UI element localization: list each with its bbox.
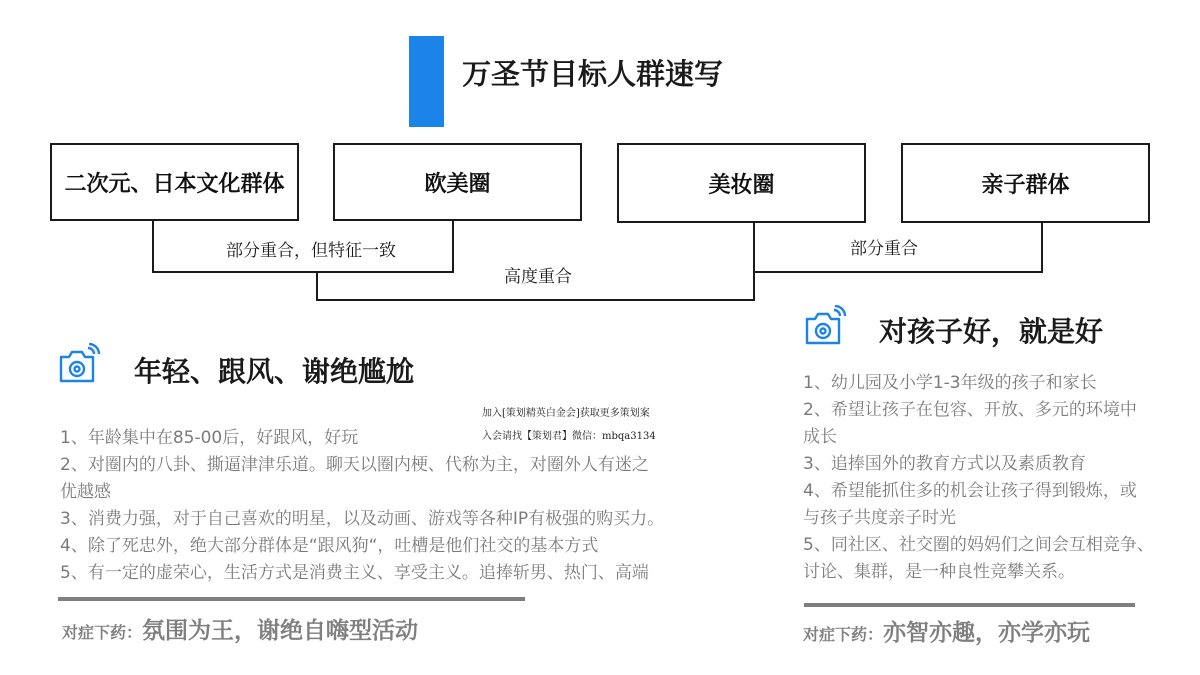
watermark-line-1: 加入[策划精英白金会]获取更多策划案: [482, 408, 650, 419]
camera-icon: [803, 305, 847, 349]
list-item: 3、追捧国外的教育方式以及素质教育: [803, 454, 1086, 474]
list-item: 5、同社区、社交圈的妈妈们之间会互相竞争、: [803, 535, 1154, 555]
list-item: 讨论、集群，是一种良性竞攀关系。: [803, 562, 1075, 582]
remedy-prefix: 对症下药：: [62, 623, 143, 642]
list-item: 优越感: [60, 482, 111, 502]
list-item: 1、幼儿园及小学1-3年级的孩子和家长: [803, 373, 1097, 393]
watermark-line-2: 入会请找【策划君】微信：mbqa3134: [482, 431, 656, 442]
left-section-heading: 年轻、跟风、谢绝尴尬: [134, 355, 415, 388]
list-item: 5、有一定的虚荣心，生活方式是消费主义、享受主义。追捧斩男、热门、高端: [60, 563, 649, 583]
list-item: 与孩子共度亲子时光: [803, 508, 956, 528]
camera-icon: [57, 343, 101, 387]
group-box-western: 欧美圈: [333, 143, 582, 221]
left-divider: [58, 597, 525, 601]
remedy-prefix: 对症下药：: [803, 625, 884, 644]
page-title: 万圣节目标人群速写: [462, 57, 724, 91]
right-remedy: [803, 614, 1090, 647]
list-item: 成长: [803, 427, 837, 447]
group-box-beauty: 美妆圈: [617, 143, 866, 223]
right-points-list: [803, 370, 1154, 586]
list-item: 4、除了死忠外，绝大部分群体是“跟风狗“，吐槽是他们社交的基本方式: [60, 536, 599, 556]
list-item: 3、消费力强，对于自己喜欢的明星，以及动画、游戏等各种IP有极强的购买力。: [60, 509, 665, 529]
left-points-list: [60, 425, 664, 587]
remedy-text: 氛围为王，谢绝自嗨型活动: [142, 618, 419, 644]
right-section-heading: 对孩子好，就是好: [879, 315, 1104, 348]
list-item: 2、希望让孩子在包容、开放、多元的环境中: [803, 400, 1137, 420]
remedy-text: 亦智亦趣，亦学亦玩: [883, 620, 1091, 646]
overlap-label-left: 部分重合，但特征一致: [226, 241, 396, 261]
group-box-acg: 二次元、日本文化群体: [50, 143, 299, 221]
left-remedy: [62, 612, 418, 645]
group-box-parent-child: 亲子群体: [901, 143, 1150, 223]
overlap-label-middle: 高度重合: [504, 267, 572, 287]
list-item: 1、年龄集中在85-00后，好跟风，好玩: [60, 428, 359, 448]
title-accent-bar: [409, 36, 444, 127]
list-item: 4、希望能抓住多的机会让孩子得到锻炼，或: [803, 481, 1137, 501]
overlap-label-right: 部分重合: [850, 239, 918, 259]
list-item: 2、对圈内的八卦、撕逼津津乐道。聊天以圈内梗、代称为主，对圈外人有迷之: [60, 455, 649, 475]
right-divider: [804, 603, 1135, 607]
